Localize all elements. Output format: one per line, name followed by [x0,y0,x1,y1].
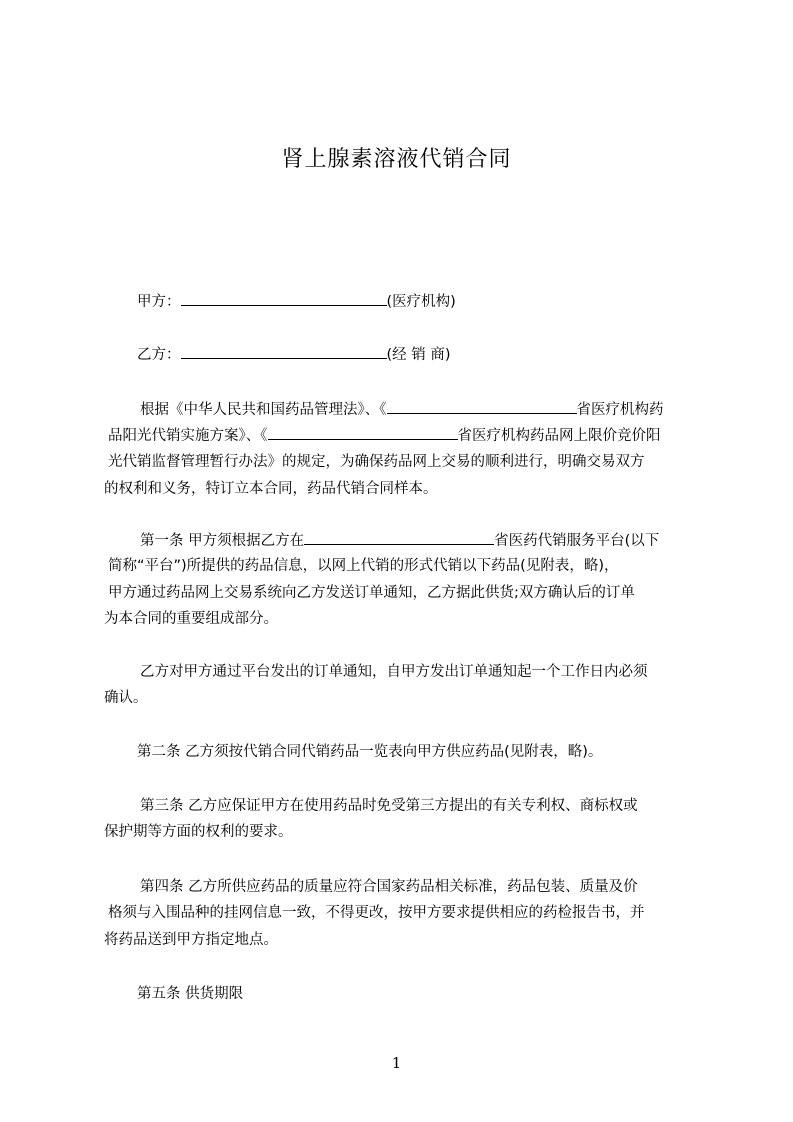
p1-line-2 [108,425,661,446]
page-number: 1 [391,1054,402,1072]
p1-text-a: 根据《中华人民共和国药品管理法》、《 [140,402,387,418]
a1-text-a: 第一条 甲方须根据乙方在 [140,533,305,549]
a5-line: 第五条 供货期限 [137,986,244,1002]
a4-line-1: 第四条 乙方所供应药品的质量应符合国家药品相关标准，药品包装、质量及价 [140,879,638,895]
a4-line-3: 将药品送到甲方指定地点。 [104,932,278,948]
a1-line-1 [140,530,659,551]
document-title: 肾上腺素溶液代销合同 [281,147,512,172]
party-b-blank[interactable] [181,344,387,359]
p1-line-1 [140,399,664,420]
party-b-suffix: (经 销 商) [386,347,451,363]
a1-text-b: 省医药代销服务平台(以下 [494,533,660,549]
a1-line-4: 为本合同的重要组成部分。 [104,611,278,627]
province-blank-3[interactable] [304,530,494,545]
p1-line-4: 的权利和义务，特订立本合同，药品代销合同样本。 [104,481,438,497]
party-a-suffix: (医疗机构) [386,294,456,310]
a1-line-2: 简称“平台”)所提供的药品信息，以网上代销的形式代销以下药品(见附表，略)， [108,558,619,574]
p1-text-c: 品阳光代销实施方案》、《 [108,428,268,444]
a3-line-2: 保护期等方面的权利的要求。 [104,824,293,840]
party-b-line [137,344,451,365]
a2-line: 第二条 乙方须按代销合同代销药品一览表向甲方供应药品(见附表，略)。 [137,744,603,760]
party-a-label: 甲方： [137,294,181,310]
a1-line-3: 甲方通过药品网上交易系统向乙方发送订单通知，乙方据此供货;双方确认后的订单 [108,585,635,601]
party-a-line [137,291,456,312]
party-b-label: 乙方： [137,347,181,363]
province-blank-1[interactable] [387,399,577,414]
a4-line-2: 格须与入围品种的挂网信息一致，不得更改，按甲方要求提供相应的药检报告书，并 [108,905,645,921]
a3-line-1: 第三条 乙方应保证甲方在使用药品时免受第三方提出的有关专利权、商标权或 [140,798,638,814]
a1b-line-1: 乙方对甲方通过平台发出的订单通知，自甲方发出订单通知起一个工作日内必须 [140,664,648,680]
province-blank-2[interactable] [268,425,458,440]
p1-text-d: 省医疗机构药品网上限价竞价阳 [457,428,661,444]
p1-line-3: 光代销监督管理暂行办法》的规定，为确保药品网上交易的顺利进行，明确交易双方 [108,454,645,470]
a1b-line-2: 确认。 [104,690,148,706]
p1-text-b: 省医疗机构药 [576,402,664,418]
party-a-blank[interactable] [181,291,387,306]
